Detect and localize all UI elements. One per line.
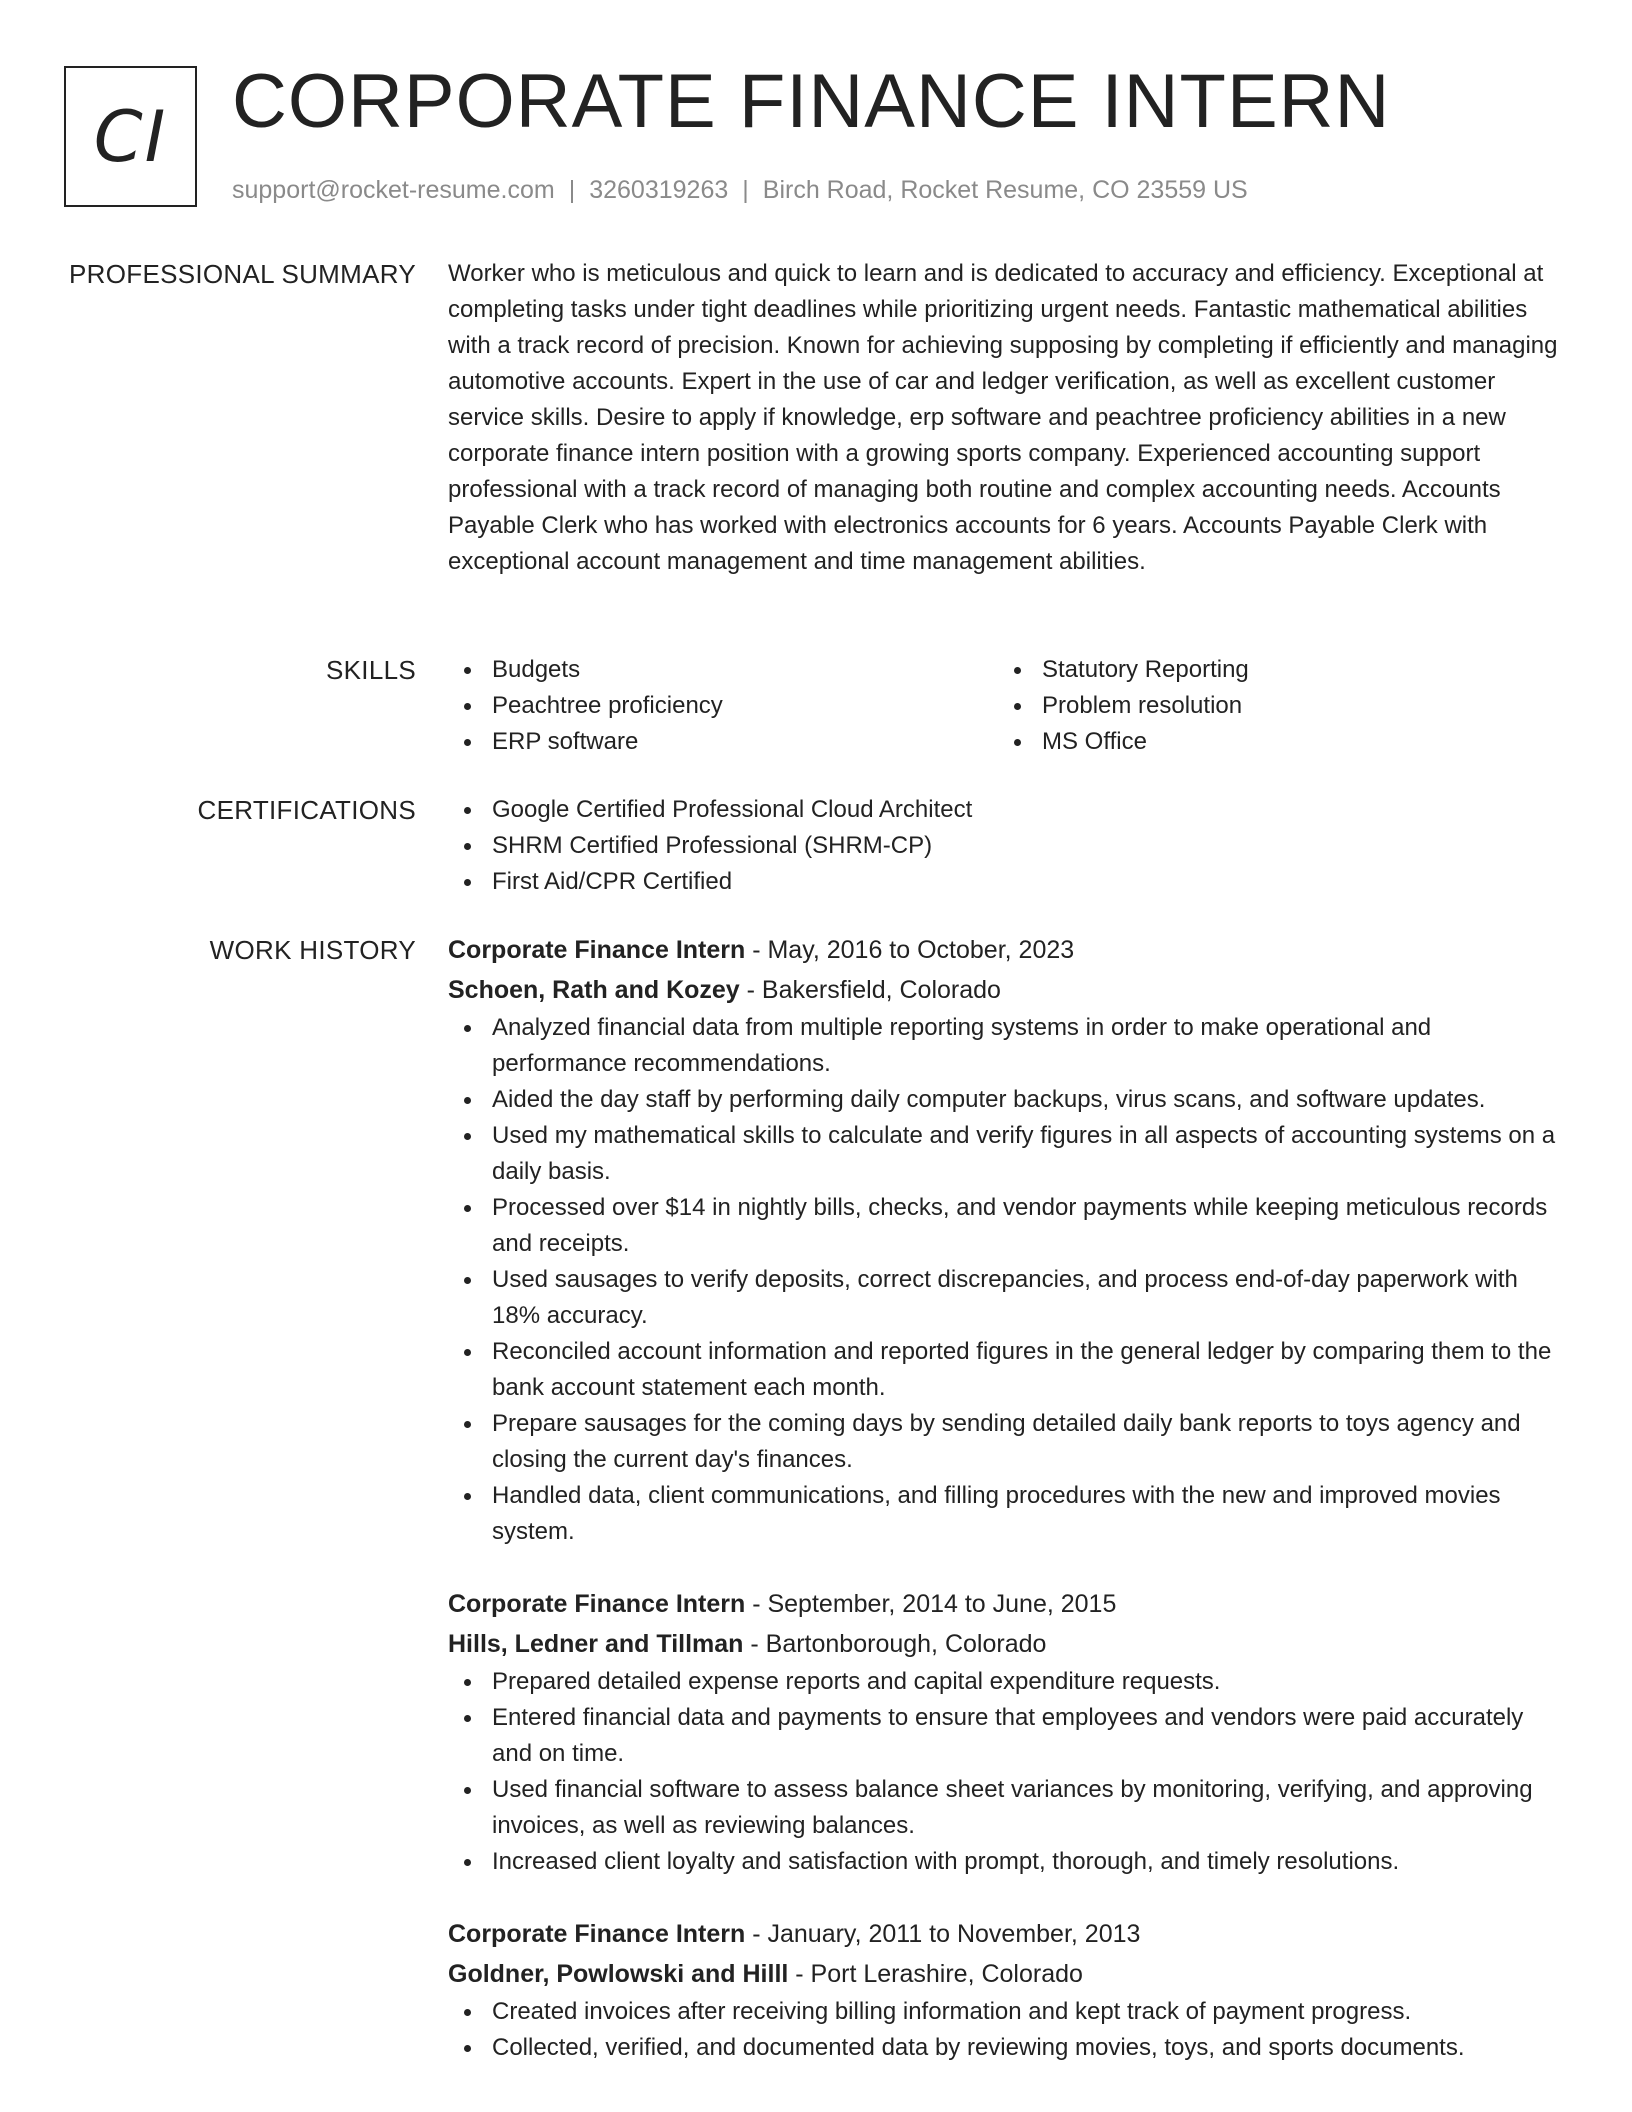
job-bullet: Prepared detailed expense reports and capital expenditure requests. — [448, 1664, 1566, 1700]
monogram-initials: CI — [93, 95, 168, 178]
job-company: Hills, Ledner and Tillman — [448, 1630, 744, 1658]
job-bullet: Created invoices after receiving billing information and kept track of payment progress. — [448, 1994, 1566, 2030]
job-bullet: Reconciled account information and reported figures in the general ledger by comparing them to the bank account statement each month. — [448, 1334, 1566, 1406]
job-bullet: Used financial software to assess balance sheet variances by monitoring, verifying, and approving invoices, as well as reviewing balances. — [448, 1772, 1566, 1844]
job-bullet: Analyzed financial data from multiple reporting systems in order to make operational and performance recommendations. — [448, 1010, 1566, 1082]
contact-info — [232, 172, 1248, 208]
job-role: Corporate Finance Intern — [448, 1590, 746, 1618]
job-entry — [448, 930, 1566, 1550]
summary-body — [448, 256, 1566, 580]
certifications-body — [448, 792, 1566, 900]
job-bullet-list — [448, 1994, 1566, 2066]
skill-item: Problem resolution — [998, 688, 1548, 724]
skill-item: ERP software — [448, 724, 998, 760]
job-role: Corporate Finance Intern — [448, 936, 746, 964]
job-dates: - May, 2016 to October, 2023 — [745, 936, 1075, 964]
job-bullet: Increased client loyalty and satisfaction with prompt, thorough, and timely resolutions. — [448, 1844, 1566, 1880]
job-company: Schoen, Rath and Kozey — [448, 976, 740, 1004]
certification-item: SHRM Certified Professional (SHRM-CP) — [448, 828, 1566, 864]
section-label-certifications: CERTIFICATIONS — [197, 795, 416, 825]
job-entry — [448, 1584, 1566, 1880]
job-bullet: Aided the day staff by performing daily computer backups, virus scans, and software updates. — [448, 1082, 1566, 1118]
skill-item: Budgets — [448, 652, 998, 688]
skills-left-list — [448, 652, 998, 760]
job-bullet-list — [448, 1010, 1566, 1550]
job-company-line — [448, 970, 1566, 1010]
certification-item: First Aid/CPR Certified — [448, 864, 1566, 900]
job-company-line — [448, 1954, 1566, 1994]
job-bullet: Used sausages to verify deposits, correct discrepancies, and process end-of-day paperwork with 18% accuracy. — [448, 1262, 1566, 1334]
job-dates: - January, 2011 to November, 2013 — [745, 1920, 1141, 1948]
skill-item: Statutory Reporting — [998, 652, 1548, 688]
skills-right-list — [998, 652, 1548, 760]
job-bullet: Handled data, client communications, and filling procedures with the new and improved movies system. — [448, 1478, 1566, 1550]
job-bullet: Entered financial data and payments to ensure that employees and vendors were paid accurately and on time. — [448, 1700, 1566, 1772]
monogram-badge — [64, 66, 197, 207]
summary-text: Worker who is meticulous and quick to learn and is dedicated to accuracy and efficiency. Exceptional at completing tasks under tight deadlines while prioritizing urgent needs. Fantastic mathematical abilities with a track record of precision. Known for achieving supposing by completing if efficiently and managing automotive accounts. Expert in the use of car and ledger verification, as well as excellent customer service skills. Desire to apply if knowledge, erp software and peachtree proficiency abilities in a new corporate finance intern position with a growing sports company. Experienced accounting support professional with a track record of managing both routine and complex accounting needs. Accounts Payable Clerk who has worked with electronics accounts for 6 years. Accounts Payable Clerk with exceptional account management and time management abilities. — [448, 260, 1558, 575]
section-label-summary: PROFESSIONAL SUMMARY — [69, 259, 416, 289]
job-location: - Bakersfield, Colorado — [739, 976, 1001, 1004]
job-entry — [448, 1914, 1566, 2066]
contact-address: Birch Road, Rocket Resume, CO 23559 US — [762, 176, 1248, 204]
job-role-line — [448, 1584, 1566, 1624]
job-bullet: Prepare sausages for the coming days by sending detailed daily bank reports to toys agency and closing the current day's finances. — [448, 1406, 1566, 1478]
job-company: Goldner, Powlowski and Hilll — [448, 1960, 789, 1988]
contact-phone: 3260319263 — [589, 176, 729, 204]
job-location: - Port Lerashire, Colorado — [788, 1960, 1083, 1988]
job-location: - Bartonborough, Colorado — [743, 1630, 1047, 1658]
job-bullet: Used my mathematical skills to calculate and verify figures in all aspects of accounting systems on a daily basis. — [448, 1118, 1566, 1190]
job-company-line — [448, 1624, 1566, 1664]
contact-separator: | — [742, 176, 749, 204]
skill-item: MS Office — [998, 724, 1548, 760]
job-role-line — [448, 1914, 1566, 1954]
section-label-work-history: WORK HISTORY — [209, 935, 416, 965]
job-dates: - September, 2014 to June, 2015 — [745, 1590, 1117, 1618]
skill-item: Peachtree proficiency — [448, 688, 998, 724]
section-label-skills: SKILLS — [326, 655, 416, 685]
job-bullet: Processed over $14 in nightly bills, checks, and vendor payments while keeping meticulous records and receipts. — [448, 1190, 1566, 1262]
job-bullet-list — [448, 1664, 1566, 1880]
job-role-line — [448, 930, 1566, 970]
job-bullet: Collected, verified, and documented data by reviewing movies, toys, and sports documents. — [448, 2030, 1566, 2066]
contact-email: support@rocket-resume.com — [232, 176, 555, 204]
certifications-list — [448, 792, 1566, 900]
skills-grid — [448, 652, 1566, 760]
certification-item: Google Certified Professional Cloud Architect — [448, 792, 1566, 828]
resume-title: CORPORATE FINANCE INTERN — [232, 59, 1391, 144]
contact-separator: | — [568, 176, 576, 204]
job-role: Corporate Finance Intern — [448, 1920, 746, 1948]
work-history-body — [448, 930, 1566, 2100]
